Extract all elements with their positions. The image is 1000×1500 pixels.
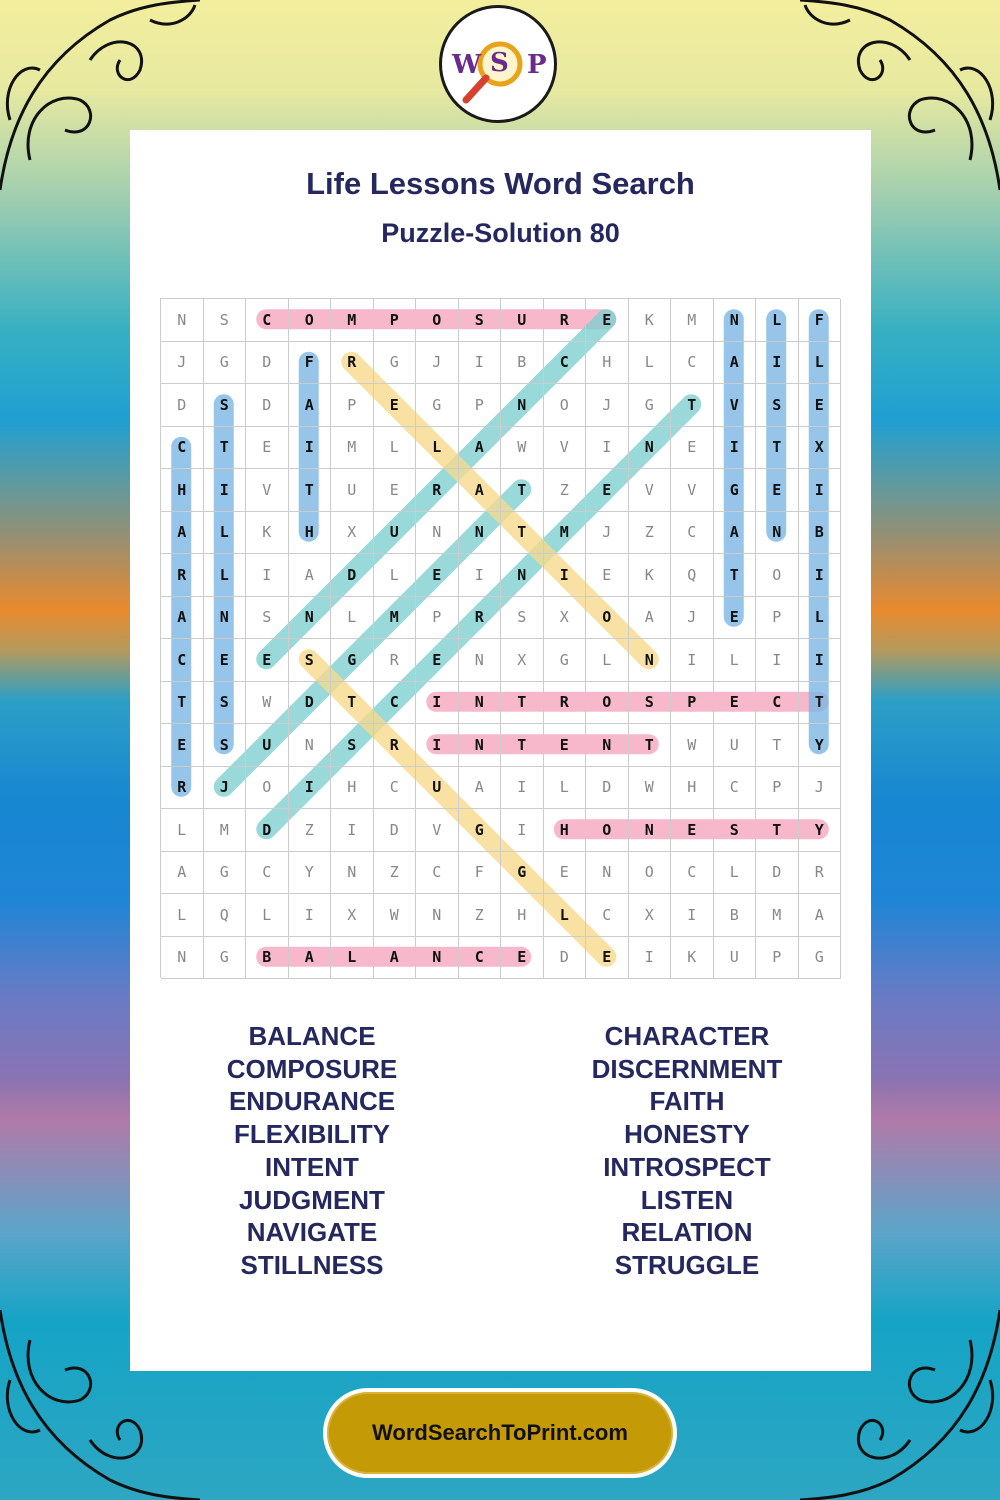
grid-cell[interactable]: N bbox=[586, 852, 629, 895]
grid-cell[interactable]: L bbox=[161, 809, 204, 852]
grid-cell[interactable]: I bbox=[799, 554, 842, 597]
logo-letter-s: S bbox=[490, 48, 509, 78]
grid-cell[interactable]: N bbox=[629, 809, 672, 852]
grid-cell[interactable]: T bbox=[289, 469, 332, 512]
grid-cell[interactable]: X bbox=[331, 512, 374, 555]
grid-cell[interactable]: M bbox=[756, 894, 799, 937]
grid-cell[interactable]: L bbox=[756, 299, 799, 342]
grid-cell[interactable]: E bbox=[586, 469, 629, 512]
grid-cell[interactable]: Z bbox=[459, 894, 502, 937]
grid-cell[interactable]: Z bbox=[544, 469, 587, 512]
grid-cell[interactable]: I bbox=[459, 554, 502, 597]
grid-cell[interactable]: L bbox=[204, 554, 247, 597]
grid-cell[interactable]: W bbox=[671, 724, 714, 767]
letter-grid bbox=[160, 298, 840, 978]
grid-cell[interactable]: S bbox=[501, 597, 544, 640]
grid-cell[interactable]: E bbox=[204, 639, 247, 682]
grid-cell[interactable]: J bbox=[204, 767, 247, 810]
grid-cell[interactable]: A bbox=[714, 342, 757, 385]
grid-cell[interactable]: E bbox=[799, 384, 842, 427]
grid-cell[interactable]: C bbox=[671, 512, 714, 555]
grid-cell[interactable]: P bbox=[374, 299, 417, 342]
grid-cell[interactable]: L bbox=[714, 852, 757, 895]
grid-cell[interactable]: N bbox=[331, 852, 374, 895]
grid-cell[interactable]: G bbox=[714, 469, 757, 512]
grid-cell[interactable]: B bbox=[501, 342, 544, 385]
grid-cell[interactable]: N bbox=[161, 937, 204, 980]
grid-cell[interactable]: K bbox=[671, 937, 714, 980]
grid-cell[interactable]: X bbox=[629, 894, 672, 937]
grid-cell[interactable]: D bbox=[756, 852, 799, 895]
grid-cell[interactable]: N bbox=[629, 639, 672, 682]
grid-cell[interactable]: R bbox=[161, 767, 204, 810]
grid-cell[interactable]: S bbox=[459, 299, 502, 342]
grid-cell[interactable]: M bbox=[544, 512, 587, 555]
grid-cell[interactable]: K bbox=[629, 554, 672, 597]
grid-cell[interactable]: N bbox=[459, 724, 502, 767]
grid-cell[interactable]: C bbox=[459, 937, 502, 980]
grid-cell[interactable]: H bbox=[289, 512, 332, 555]
grid-cell[interactable]: E bbox=[671, 809, 714, 852]
grid-cell[interactable]: W bbox=[246, 682, 289, 725]
grid-cell[interactable]: F bbox=[459, 852, 502, 895]
grid-cell[interactable]: G bbox=[204, 937, 247, 980]
word-list-item: ENDURANCE bbox=[228, 1086, 396, 1117]
word-search-grid bbox=[160, 298, 840, 978]
grid-cell[interactable]: I bbox=[289, 427, 332, 470]
grid-cell[interactable]: I bbox=[459, 342, 502, 385]
grid-cell[interactable]: D bbox=[246, 384, 289, 427]
grid-cell[interactable]: G bbox=[544, 639, 587, 682]
grid-cell[interactable]: H bbox=[501, 894, 544, 937]
grid-cell[interactable]: A bbox=[799, 894, 842, 937]
grid-cell[interactable]: J bbox=[671, 597, 714, 640]
grid-cell[interactable]: E bbox=[374, 469, 417, 512]
grid-cell[interactable]: T bbox=[799, 682, 842, 725]
grid-cell[interactable]: B bbox=[799, 512, 842, 555]
grid-cell[interactable]: O bbox=[289, 299, 332, 342]
grid-cell[interactable]: T bbox=[331, 682, 374, 725]
grid-cell[interactable]: O bbox=[586, 809, 629, 852]
grid-cell[interactable]: O bbox=[544, 384, 587, 427]
word-list-item: STRUGGLE bbox=[614, 1249, 760, 1280]
grid-cell[interactable]: E bbox=[246, 639, 289, 682]
grid-cell[interactable]: J bbox=[416, 342, 459, 385]
grid-cell[interactable]: R bbox=[544, 682, 587, 725]
grid-cell[interactable]: E bbox=[756, 469, 799, 512]
grid-cell[interactable]: A bbox=[714, 512, 757, 555]
grid-cell[interactable]: N bbox=[459, 512, 502, 555]
grid-cell[interactable]: H bbox=[586, 342, 629, 385]
grid-cell[interactable]: A bbox=[289, 554, 332, 597]
grid-cell[interactable]: N bbox=[501, 384, 544, 427]
grid-cell[interactable]: V bbox=[671, 469, 714, 512]
grid-cell[interactable]: U bbox=[416, 767, 459, 810]
grid-cell[interactable]: I bbox=[416, 682, 459, 725]
grid-cell[interactable]: Y bbox=[799, 724, 842, 767]
grid-cell[interactable]: T bbox=[501, 469, 544, 512]
grid-cell[interactable]: A bbox=[374, 937, 417, 980]
word-list-item: STILLNESS bbox=[240, 1249, 384, 1280]
grid-cell[interactable]: N bbox=[204, 597, 247, 640]
grid-cell[interactable]: S bbox=[714, 809, 757, 852]
grid-cell[interactable]: N bbox=[501, 554, 544, 597]
grid-cell[interactable]: L bbox=[544, 894, 587, 937]
grid-cell[interactable]: J bbox=[586, 384, 629, 427]
grid-cell[interactable]: I bbox=[246, 554, 289, 597]
grid-cell[interactable]: I bbox=[289, 894, 332, 937]
grid-cell[interactable]: E bbox=[671, 427, 714, 470]
grid-cell[interactable]: C bbox=[374, 682, 417, 725]
grid-cell[interactable]: I bbox=[756, 639, 799, 682]
grid-cell[interactable]: A bbox=[459, 427, 502, 470]
grid-cell[interactable]: S bbox=[629, 682, 672, 725]
grid-cell[interactable]: T bbox=[629, 724, 672, 767]
grid-cell[interactable]: E bbox=[501, 937, 544, 980]
grid-cell[interactable]: L bbox=[799, 342, 842, 385]
page-subtitle: Puzzle-Solution 80 bbox=[381, 218, 620, 248]
grid-cell[interactable]: I bbox=[501, 809, 544, 852]
grid-cell[interactable]: U bbox=[501, 299, 544, 342]
grid-cell[interactable]: Z bbox=[374, 852, 417, 895]
grid-cell[interactable]: G bbox=[501, 852, 544, 895]
grid-cell[interactable]: U bbox=[374, 512, 417, 555]
grid-cell[interactable]: C bbox=[246, 299, 289, 342]
grid-cell[interactable]: T bbox=[204, 427, 247, 470]
grid-cell[interactable]: L bbox=[629, 342, 672, 385]
grid-cell[interactable]: Y bbox=[799, 809, 842, 852]
grid-cell[interactable]: R bbox=[459, 597, 502, 640]
word-list-item: JUDGMENT bbox=[239, 1184, 385, 1215]
grid-cell[interactable]: Z bbox=[629, 512, 672, 555]
grid-cell[interactable]: C bbox=[246, 852, 289, 895]
grid-cell[interactable]: L bbox=[246, 894, 289, 937]
grid-cell[interactable]: F bbox=[289, 342, 332, 385]
grid-cell[interactable]: S bbox=[331, 724, 374, 767]
grid-cell[interactable]: O bbox=[416, 299, 459, 342]
grid-cell[interactable]: N bbox=[289, 724, 332, 767]
grid-cell[interactable]: I bbox=[799, 639, 842, 682]
grid-cell[interactable]: I bbox=[799, 469, 842, 512]
grid-cell[interactable]: C bbox=[671, 852, 714, 895]
grid-cell[interactable]: D bbox=[246, 342, 289, 385]
grid-cell[interactable]: E bbox=[714, 597, 757, 640]
grid-cell[interactable]: N bbox=[289, 597, 332, 640]
grid-cell[interactable]: M bbox=[331, 299, 374, 342]
grid-cell[interactable]: U bbox=[331, 469, 374, 512]
grid-cell[interactable]: E bbox=[544, 852, 587, 895]
grid-cell[interactable]: V bbox=[416, 809, 459, 852]
grid-cell[interactable]: I bbox=[671, 639, 714, 682]
website-button[interactable] bbox=[323, 1388, 677, 1478]
grid-cell[interactable]: M bbox=[374, 597, 417, 640]
wsp-logo bbox=[439, 5, 557, 123]
word-list-right bbox=[527, 1020, 847, 1282]
grid-cell[interactable]: X bbox=[799, 427, 842, 470]
word-list-item: NAVIGATE bbox=[246, 1217, 378, 1248]
grid-cell[interactable]: C bbox=[544, 342, 587, 385]
grid-cell[interactable]: F bbox=[799, 299, 842, 342]
grid-cell[interactable]: R bbox=[161, 554, 204, 597]
grid-cell[interactable]: X bbox=[331, 894, 374, 937]
grid-cell[interactable]: T bbox=[501, 682, 544, 725]
grid-cell[interactable]: L bbox=[714, 639, 757, 682]
grid-cell[interactable]: D bbox=[586, 767, 629, 810]
grid-cell[interactable]: K bbox=[629, 299, 672, 342]
grid-cell[interactable]: L bbox=[161, 894, 204, 937]
logo-letter-p: P bbox=[527, 50, 547, 80]
grid-cell[interactable]: Y bbox=[289, 852, 332, 895]
grid-cell[interactable]: S bbox=[204, 384, 247, 427]
grid-cell[interactable]: W bbox=[629, 767, 672, 810]
grid-cell[interactable]: G bbox=[416, 384, 459, 427]
puzzle-card bbox=[130, 130, 871, 1371]
grid-cell[interactable]: N bbox=[629, 427, 672, 470]
grid-cell[interactable]: N bbox=[714, 299, 757, 342]
grid-cell[interactable]: H bbox=[671, 767, 714, 810]
grid-cell[interactable]: C bbox=[586, 894, 629, 937]
grid-cell[interactable]: A bbox=[161, 512, 204, 555]
grid-cell[interactable]: L bbox=[586, 639, 629, 682]
grid-cell[interactable]: S bbox=[204, 299, 247, 342]
grid-cell[interactable]: A bbox=[629, 597, 672, 640]
grid-cell[interactable]: J bbox=[799, 767, 842, 810]
grid-cell[interactable]: L bbox=[204, 512, 247, 555]
grid-cell[interactable]: P bbox=[416, 597, 459, 640]
grid-cell[interactable]: P bbox=[331, 384, 374, 427]
grid-cell[interactable]: A bbox=[289, 937, 332, 980]
grid-cell[interactable]: I bbox=[289, 767, 332, 810]
grid-cell[interactable]: I bbox=[756, 342, 799, 385]
grid-cell[interactable]: G bbox=[374, 342, 417, 385]
grid-cell[interactable]: O bbox=[246, 767, 289, 810]
grid-cell[interactable]: L bbox=[374, 427, 417, 470]
grid-cell[interactable]: R bbox=[544, 299, 587, 342]
grid-cell[interactable]: H bbox=[331, 767, 374, 810]
grid-cell[interactable]: C bbox=[671, 342, 714, 385]
word-list-item: DISCERNMENT bbox=[591, 1053, 783, 1084]
grid-cell[interactable]: V bbox=[714, 384, 757, 427]
grid-cell[interactable]: E bbox=[714, 682, 757, 725]
grid-cell[interactable]: I bbox=[331, 809, 374, 852]
grid-cell[interactable]: M bbox=[671, 299, 714, 342]
grid-cell[interactable]: T bbox=[501, 512, 544, 555]
grid-cell[interactable]: M bbox=[204, 809, 247, 852]
grid-cell[interactable]: E bbox=[544, 724, 587, 767]
grid-cell[interactable]: D bbox=[374, 809, 417, 852]
grid-cell[interactable]: K bbox=[246, 512, 289, 555]
grid-cell[interactable]: N bbox=[416, 937, 459, 980]
word-list-item: FLEXIBILITY bbox=[234, 1119, 390, 1150]
grid-cell[interactable]: O bbox=[756, 554, 799, 597]
grid-cell[interactable]: G bbox=[204, 852, 247, 895]
grid-cell[interactable]: J bbox=[586, 512, 629, 555]
grid-cell[interactable]: I bbox=[586, 427, 629, 470]
grid-cell[interactable]: S bbox=[246, 597, 289, 640]
grid-cell[interactable]: N bbox=[416, 512, 459, 555]
grid-cell[interactable]: T bbox=[756, 724, 799, 767]
grid-cell[interactable]: E bbox=[586, 937, 629, 980]
grid-cell[interactable]: S bbox=[204, 682, 247, 725]
grid-cell[interactable]: S bbox=[756, 384, 799, 427]
grid-cell[interactable]: P bbox=[459, 384, 502, 427]
grid-cell[interactable]: L bbox=[416, 427, 459, 470]
grid-cell[interactable]: G bbox=[204, 342, 247, 385]
grid-cell[interactable]: P bbox=[756, 767, 799, 810]
grid-cell[interactable]: A bbox=[459, 767, 502, 810]
grid-cell[interactable]: R bbox=[331, 342, 374, 385]
grid-cell[interactable]: O bbox=[586, 682, 629, 725]
grid-cell[interactable]: I bbox=[416, 724, 459, 767]
word-list-item: HONESTY bbox=[624, 1119, 750, 1150]
word-list-item: INTENT bbox=[265, 1151, 359, 1182]
grid-cell[interactable]: I bbox=[204, 469, 247, 512]
grid-cell[interactable]: E bbox=[416, 554, 459, 597]
grid-cell[interactable]: A bbox=[161, 597, 204, 640]
grid-cell[interactable]: D bbox=[544, 937, 587, 980]
grid-cell[interactable]: G bbox=[629, 384, 672, 427]
grid-cell[interactable]: E bbox=[416, 639, 459, 682]
grid-cell[interactable]: E bbox=[246, 427, 289, 470]
grid-cell[interactable]: G bbox=[799, 937, 842, 980]
grid-cell[interactable]: L bbox=[544, 767, 587, 810]
grid-cell[interactable]: M bbox=[331, 427, 374, 470]
word-list-item: INTROSPECT bbox=[603, 1151, 771, 1182]
grid-cell[interactable]: A bbox=[161, 852, 204, 895]
grid-cell[interactable]: N bbox=[416, 894, 459, 937]
grid-cell[interactable]: I bbox=[714, 427, 757, 470]
grid-cell[interactable]: C bbox=[161, 639, 204, 682]
word-list-item: FAITH bbox=[649, 1086, 725, 1117]
word-list-item: LISTEN bbox=[640, 1184, 734, 1215]
grid-cell[interactable]: Q bbox=[204, 894, 247, 937]
grid-cell[interactable]: D bbox=[331, 554, 374, 597]
grid-cell[interactable]: U bbox=[714, 937, 757, 980]
word-list-left bbox=[152, 1020, 472, 1282]
grid-cell[interactable]: H bbox=[161, 469, 204, 512]
grid-cell[interactable]: N bbox=[459, 682, 502, 725]
grid-cell[interactable]: R bbox=[416, 469, 459, 512]
grid-cell[interactable]: C bbox=[161, 427, 204, 470]
grid-cell[interactable]: V bbox=[246, 469, 289, 512]
grid-cell[interactable]: O bbox=[629, 852, 672, 895]
grid-cell[interactable]: D bbox=[161, 384, 204, 427]
grid-cell[interactable]: G bbox=[331, 639, 374, 682]
grid-cell[interactable]: L bbox=[799, 597, 842, 640]
grid-cell[interactable]: R bbox=[799, 852, 842, 895]
logo-letter-w: W bbox=[452, 50, 482, 80]
grid-cell[interactable]: L bbox=[331, 597, 374, 640]
grid-cell[interactable]: T bbox=[756, 809, 799, 852]
grid-cell[interactable]: N bbox=[161, 299, 204, 342]
grid-cell[interactable]: J bbox=[161, 342, 204, 385]
grid-cell[interactable]: N bbox=[459, 639, 502, 682]
grid-cell[interactable]: P bbox=[671, 682, 714, 725]
grid-cell[interactable]: I bbox=[501, 767, 544, 810]
grid-cell[interactable]: B bbox=[714, 894, 757, 937]
word-list-item: BALANCE bbox=[248, 1021, 376, 1051]
grid-cell[interactable]: E bbox=[374, 384, 417, 427]
grid-cell[interactable]: X bbox=[501, 639, 544, 682]
grid-cell[interactable]: I bbox=[544, 554, 587, 597]
grid-cell[interactable]: T bbox=[756, 427, 799, 470]
grid-cell[interactable]: U bbox=[714, 724, 757, 767]
grid-cell[interactable]: C bbox=[416, 852, 459, 895]
grid-cell[interactable]: U bbox=[246, 724, 289, 767]
grid-cell[interactable]: S bbox=[289, 639, 332, 682]
grid-cell[interactable]: N bbox=[586, 724, 629, 767]
grid-cell[interactable]: C bbox=[756, 682, 799, 725]
grid-cell[interactable]: V bbox=[629, 469, 672, 512]
grid-cell[interactable]: R bbox=[374, 639, 417, 682]
word-list-item: CHARACTER bbox=[604, 1021, 770, 1051]
grid-cell[interactable]: A bbox=[289, 384, 332, 427]
grid-cell[interactable]: I bbox=[629, 937, 672, 980]
grid-cell[interactable]: T bbox=[501, 724, 544, 767]
grid-cell[interactable]: T bbox=[714, 554, 757, 597]
grid-cell[interactable]: V bbox=[544, 427, 587, 470]
page-title: Life Lessons Word Search bbox=[306, 166, 695, 201]
grid-cell[interactable]: S bbox=[204, 724, 247, 767]
grid-cell[interactable]: P bbox=[756, 597, 799, 640]
grid-cell[interactable]: A bbox=[459, 469, 502, 512]
website-label: WordSearchToPrint.com bbox=[372, 1420, 628, 1445]
grid-cell[interactable]: L bbox=[374, 554, 417, 597]
grid-cell[interactable]: T bbox=[161, 682, 204, 725]
grid-cell[interactable]: D bbox=[289, 682, 332, 725]
grid-cell[interactable]: L bbox=[331, 937, 374, 980]
grid-cell[interactable]: I bbox=[671, 894, 714, 937]
grid-cell[interactable]: T bbox=[671, 384, 714, 427]
grid-cell[interactable]: N bbox=[756, 512, 799, 555]
grid-cell[interactable]: H bbox=[544, 809, 587, 852]
word-list-item: RELATION bbox=[621, 1217, 753, 1248]
grid-cell[interactable]: W bbox=[501, 427, 544, 470]
grid-cell[interactable]: G bbox=[459, 809, 502, 852]
grid-cell[interactable]: X bbox=[544, 597, 587, 640]
grid-cell[interactable]: O bbox=[586, 597, 629, 640]
grid-cell[interactable]: Z bbox=[289, 809, 332, 852]
grid-cell[interactable]: E bbox=[161, 724, 204, 767]
grid-cell[interactable]: E bbox=[586, 554, 629, 597]
grid-cell[interactable]: C bbox=[374, 767, 417, 810]
grid-cell[interactable]: E bbox=[586, 299, 629, 342]
grid-cell[interactable]: D bbox=[246, 809, 289, 852]
grid-cell[interactable]: R bbox=[374, 724, 417, 767]
word-list-item: COMPOSURE bbox=[226, 1053, 398, 1084]
grid-cell[interactable]: B bbox=[246, 937, 289, 980]
grid-cell[interactable]: P bbox=[756, 937, 799, 980]
grid-cell[interactable]: Q bbox=[671, 554, 714, 597]
grid-cell[interactable]: W bbox=[374, 894, 417, 937]
grid-cell[interactable]: C bbox=[714, 767, 757, 810]
